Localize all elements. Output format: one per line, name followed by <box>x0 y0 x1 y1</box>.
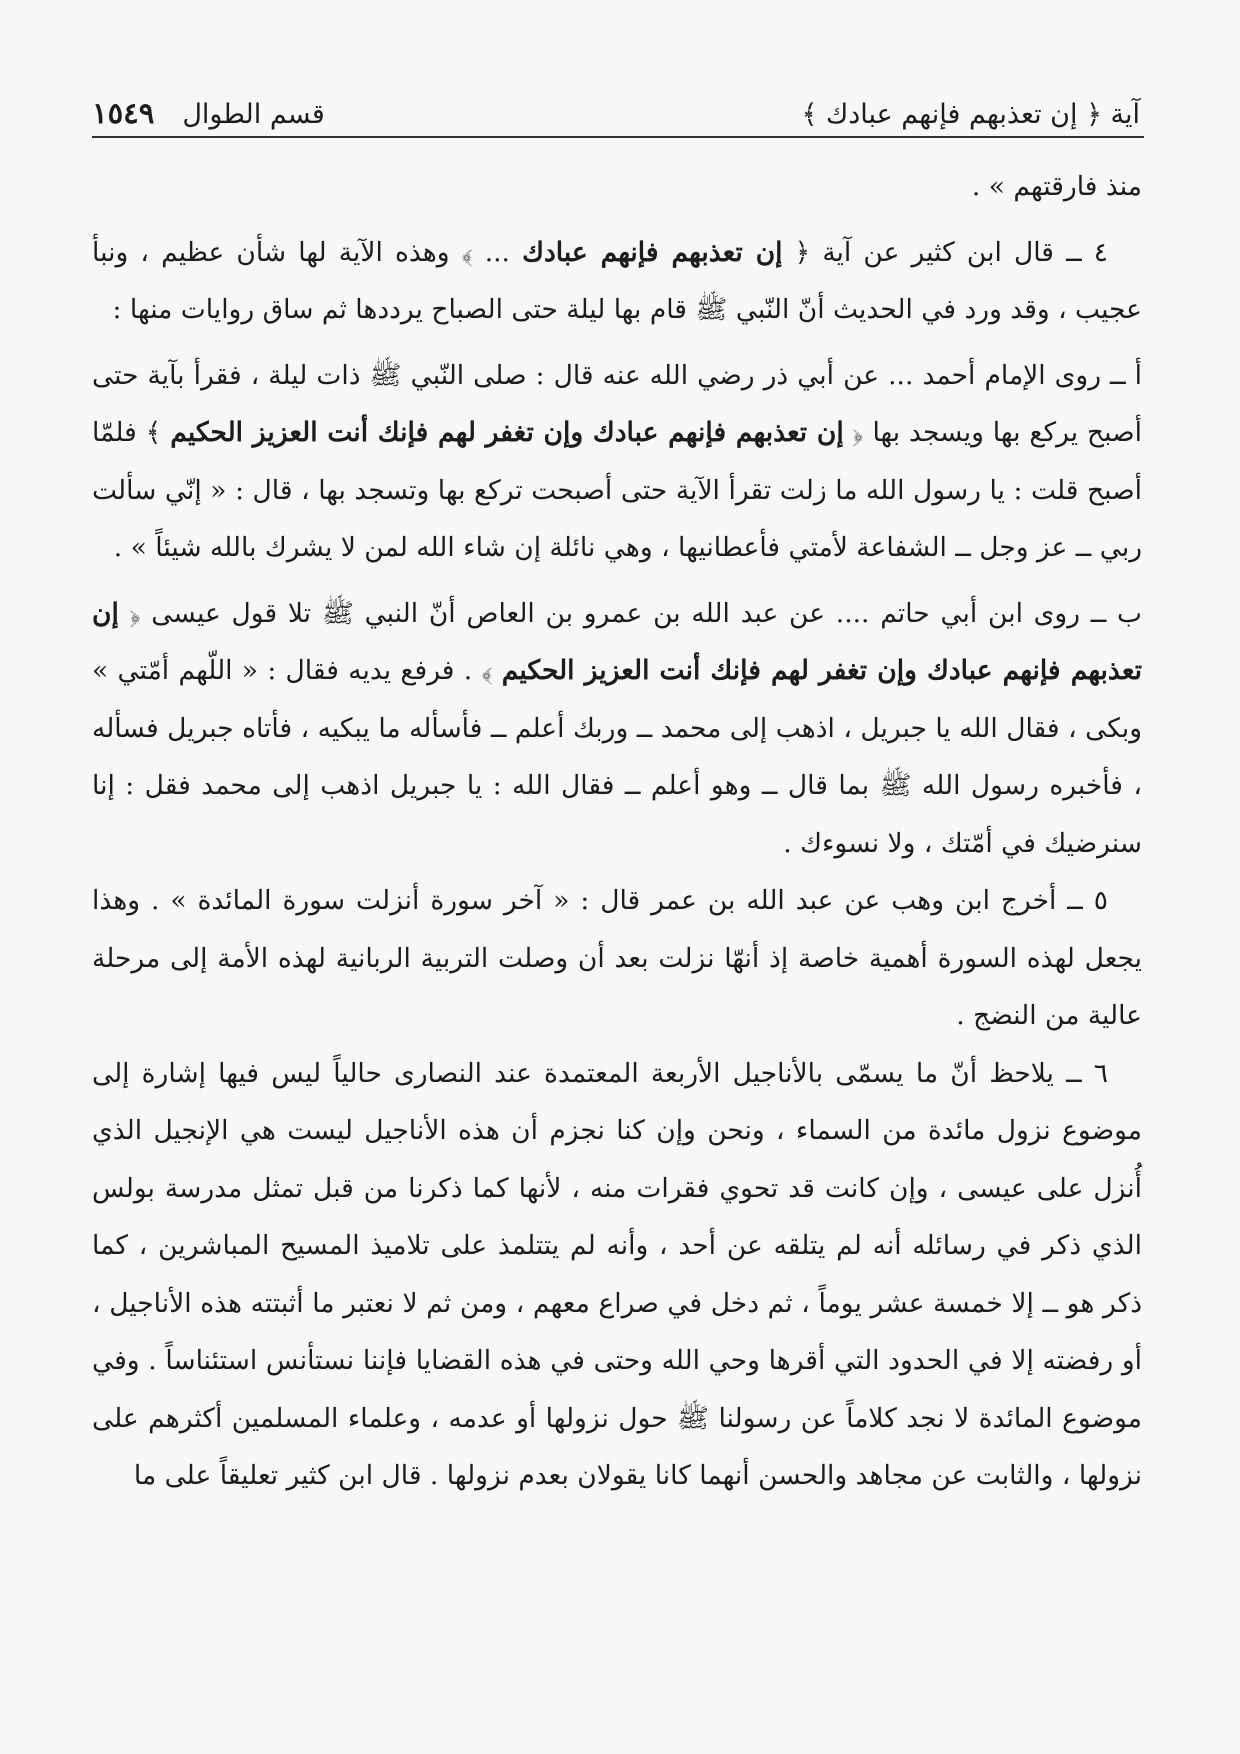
paragraph-p4 <box>92 224 1142 339</box>
paragraph-p0 <box>92 158 1142 216</box>
paragraph-p6 <box>92 1045 1142 1505</box>
section-title: قسم الطوال <box>182 99 325 130</box>
quran-verse: إن تعذبهم فإنهم عبادك <box>522 236 783 268</box>
paragraph-p5 <box>92 872 1142 1045</box>
header-rule <box>92 136 1144 138</box>
paragraph-text: ﴾ . فرفع يديه فقال : « اللّهم أمّتي » وبكى ، فقال الله يا جبريل ، اذهب إلى محمد ــ وربك أعلم ــ فأسأله ما يبكيه ، فأتاه جبريل فسأله ، فأخبره رسول الله ﷺ بما قال ــ وهو أعلم ــ فقال الله : يا جبريل اذهب إلى محمد فقل : إنا سنرضيك في أمّتك ، ولا نسوءك . <box>92 655 1142 859</box>
paragraph-text: منذ فارقتهم » . <box>971 171 1142 202</box>
paragraph-text: ٥ ــ أخرج ابن وهب عن عبد الله بن عمر قال : « آخر سورة أنزلت سورة المائدة » . وهذا يجعل لهذه السورة أهمية خاصة إذ أنهّا نزلت بعد أن وصلت التربية الربانية لهذه الأمة إلى مرحلة عالية من النضج . <box>92 885 1142 1031</box>
paragraph-text: ﴾ فلمّا أصبح قلت : يا رسول الله ما زلت تقرأ الآية حتى أصبحت تركع بها وتسجد بها ، قال : « إنّي سألت ربي ــ عز وجل ــ الشفاعة لأمتي فأعطانيها ، وهي نائلة إن شاء الله لمن لا يشرك بالله شيئاً » . <box>92 417 1142 563</box>
page-number: ١٥٤٩ <box>92 96 155 130</box>
body-text <box>92 158 1142 1505</box>
running-header <box>92 78 1140 130</box>
paragraph-pa <box>92 347 1142 577</box>
header-left-group <box>92 96 325 130</box>
paragraph-text: ٦ ــ يلاحظ أنّ ما يسمّى بالأناجيل الأربعة المعتمدة عند النصارى حالياً ليس فيها إشارة إلى موضوع نزول مائدة من السماء ، ونحن وإن كنا نجزم أن هذه الأناجيل ليست هي الإنجيل الذي أُنزل على عيسى ، وإن كانت قد تحوي فقرات منه ، لأنها كما ذكرنا من قبل تمثل مدرسة بولس الذي ذكر في رسائله أنه لم يتلقه عن أحد ، وأنه لم يتتلمذ على تلاميذ المسيح المباشرين ، كما ذكر هو ــ إلا خمسة عشر يوماً ، ثم دخل في صراع معهم ، ومن ثم لا نعتبر ما أثبتته هذه الأناجيل ، أو رفضته إلا في الحدود التي أقرها وحي الله وحتى في هذه القضايا فإننا نستأنس استئناساً . وفي موضوع المائدة لا نجد كلاماً عن رسولنا ﷺ حول نزولها أو عدمه ، وعلماء المسلمين أكثرهم على نزولها ، والثابت عن مجاهد والحسن أنهما كانا يقولان بعدم نزولها . قال ابن كثير تعليقاً على ما <box>92 1057 1142 1491</box>
quran-verse: إن تعذبهم فإنهم عبادك وإن تغفر لهم فإنك أنت العزيز الحكيم <box>92 597 1142 686</box>
paragraph-text: أ ــ روى الإمام أحمد ... عن أبي ذر رضي الله عنه قال : صلى النّبي ﷺ ذات ليلة ، فقرأ بآية حتى أصبح يركع بها ويسجد بها ﴿ <box>92 359 1142 448</box>
quran-verse: إن تعذبهم فإنهم عبادك وإن تغفر لهم فإنك أنت العزيز الحكيم <box>170 417 844 448</box>
chapter-title: آية ﴿ إن تعذبهم فإنهم عبادك ﴾ <box>801 99 1140 130</box>
paragraph-text: ب ــ روى ابن أبي حاتم .... عن عبد الله بن عمرو بن العاص أنّ النبي ﷺ تلا قول عيسى ﴿ <box>118 597 1142 629</box>
paragraph-pb <box>92 585 1142 873</box>
paragraph-text: ٤ ــ قال ابن كثير عن آية ﴿ <box>782 236 1108 268</box>
paragraph-text: ... ﴾ وهذه الآية لها شأن عظيم ، ونبأ عجيب ، وقد ورد في الحديث أنّ النّبي ﷺ قام بها ليلة حتى الصباح يرددها ثم ساق روايات منها : <box>92 236 1142 325</box>
